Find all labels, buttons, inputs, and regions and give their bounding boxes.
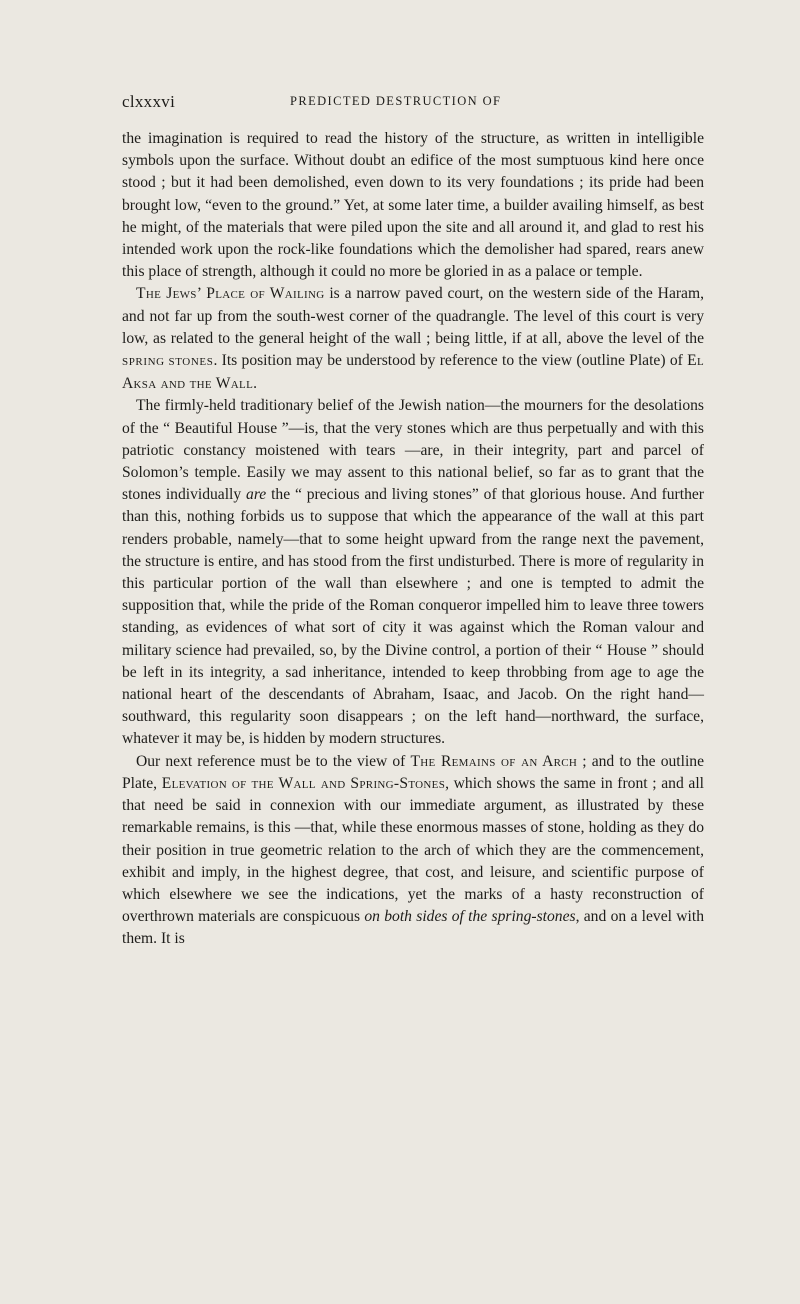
paragraph-2-text-1: is a narrow paved court, on the western side of the Haram, and not far up from the south-west corner of the quadrangle. The level of this court is very low, as related to the general height of the wall ; being little, if at all, above the level of the (122, 285, 705, 347)
paragraph-4 (122, 751, 704, 951)
running-head: PREDICTED DESTRUCTION OF (290, 94, 502, 108)
paragraph-1 (122, 128, 704, 283)
body-text (122, 128, 704, 951)
italic-are: are (246, 486, 267, 504)
paragraph-4-text-2: ; and to the outline Plate, (122, 752, 704, 792)
paragraph-3-text-1: The firmly-held traditionary belief of the Jewish nation—the mourners for the desolations of the “ Beautiful House ”—is, that the very stones which are thus perpetually and with this patriotic constancy moistened with tears —are, in their integrity, part and parcel of Solomon’s temple. Easily we may assent to this national belief, so far as to grant that the stones individually (122, 397, 704, 504)
smallcaps-elevation-plate: Elevation of the Wall and Spring-Stones (161, 774, 446, 792)
paragraph-1-text: the imagination is required to read the history of the structure, as written in intelligible symbols upon the surface. Without doubt an edifice of the most sumptuous kind here once stood ; but it had been demolished, even down to its very foundations ; its pride had been brought low, “even to the ground.” Yet, at some later time, a builder availing himself, as best he might, of the materials that were piled upon the site and all around it, and glad to rest his intended work upon the rock-like foundations which the demolisher had spared, rears anew this place of strength, although it could no more be gloried in as a palace or temple. (122, 130, 704, 281)
italic-spring-stones: on both sides of the spring-stones (364, 908, 576, 926)
paragraph-3 (122, 395, 704, 750)
smallcaps-el-aksa: El Aksa and the Wall (122, 352, 704, 393)
paragraph-4-text-1: Our next reference must be to the view of (136, 752, 411, 770)
smallcaps-wailing-place: The Jews’ Place of Wailing (136, 285, 325, 303)
page-number: clxxxvi (122, 92, 176, 111)
paragraph-2 (122, 283, 704, 395)
paragraph-3-text-2: the “ precious and living stones” of that glorious house. And further than this, nothing forbids us to suppose that which the appearance of the wall at this part renders probable, namely—that to some height upward from the range next the pavement, the structure is entire, and has stood from the first undisturbed. There is more of regularity in this particular portion of the wall than elsewhere ; and one is tempted to admit the supposition that, while the pride of the Roman conqueror impelled him to leave three towers standing, as evidences of what sort of city it was against which the Roman valour and military science had prevailed, so, by the Divine control, a portion of their “ House ” should be left in its integrity, a sad inheritance, intended to keep throbbing from age to age the national heart of the descendants of Abraham, Isaac, and Jacob. On the right hand—southward, this regularity soon disappears ; on the left hand—northward, the surface, whatever it may be, is hidden by modern structures. (122, 486, 704, 748)
smallcaps-spring-stones: SPRING STONES (122, 356, 214, 369)
paragraph-4-text-4: , and on a level with them. It is (122, 908, 704, 948)
paragraph-4-text-3: , which shows the same in front ; and all that need be said in connexion with our immediate argument, as illustrated by these remarkable remains, is this —that, while these enormous masses of stone, holding as they do their position in true geometric relation to the arch of which they are the commencement, exhibit and imply, in the highest degree, that cost, and leisure, and scientific purpose of which elsewhere we see the indications, yet the marks of a hasty reconstruction of overthrown materials are conspicuous (122, 774, 704, 926)
paragraph-2-text-2: . Its position may be understood by reference to the view (outline Plate) of (213, 352, 688, 370)
smallcaps-remains-of-arch: The Remains of an Arch (410, 752, 578, 770)
page-header (122, 92, 702, 114)
paragraph-2-text-3: . (253, 375, 258, 393)
